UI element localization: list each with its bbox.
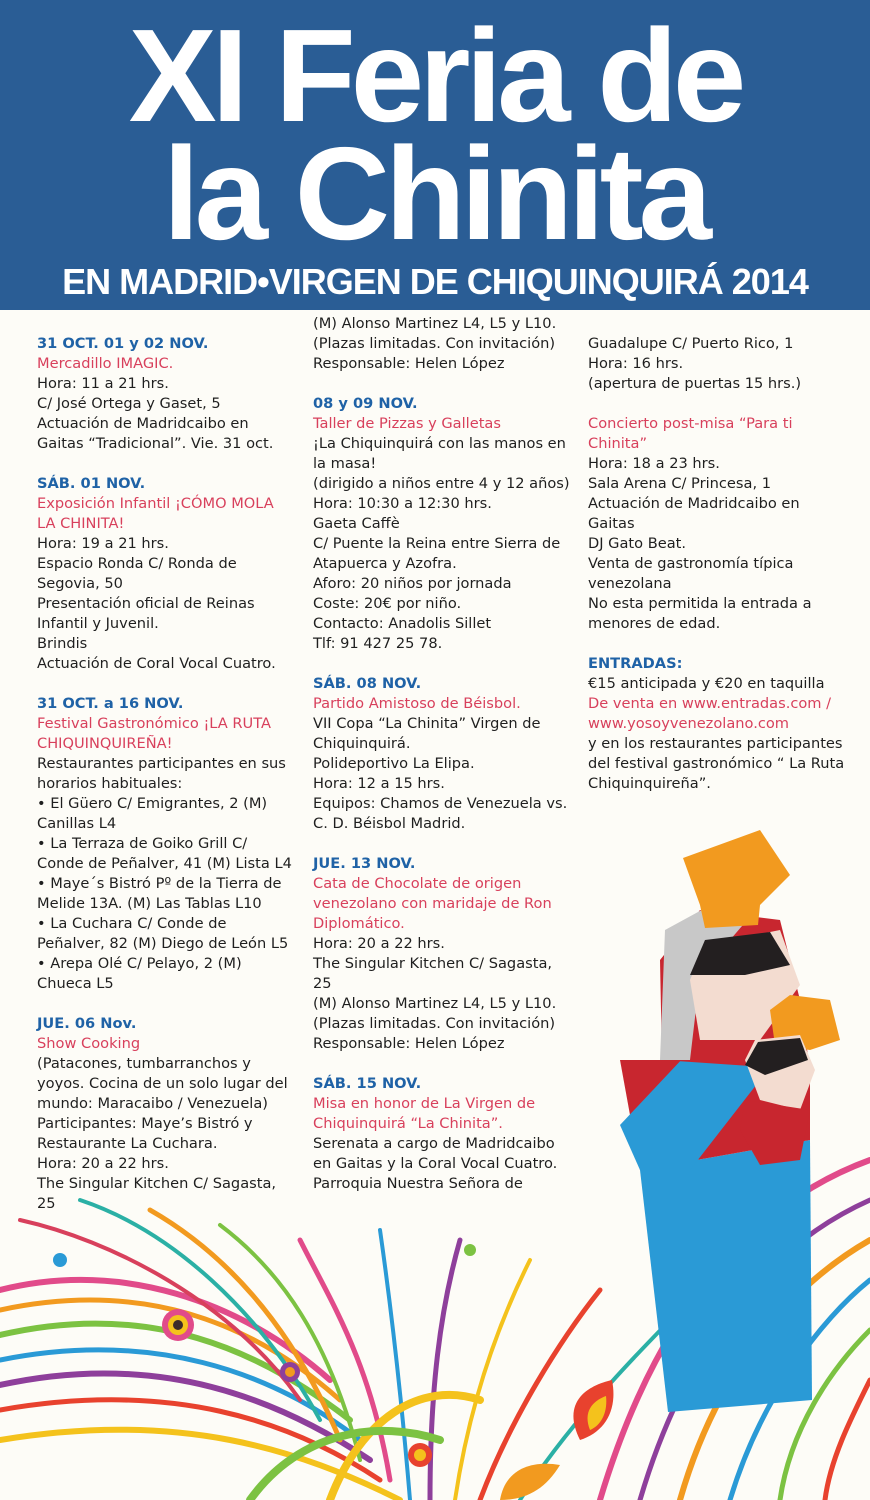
event-detail: menores de edad. <box>588 615 721 632</box>
event-detail: C/ Puente la Reina entre Sierra de <box>313 535 561 552</box>
event-detail: Peñalver, 82 (M) Diego de León L5 <box>37 935 289 952</box>
event-detail: Conde de Peñalver, 41 (M) Lista L4 <box>37 855 292 872</box>
event-detail: Hora: 11 a 21 hrs. <box>37 375 169 392</box>
event-detail: Equipos: Chamos de Venezuela vs. <box>313 795 568 812</box>
event-title: Festival Gastronómico ¡LA RUTA <box>37 715 271 732</box>
title-line-2: la Chinita <box>162 120 708 267</box>
event-detail: ¡La Chiquinquirá con las manos en <box>313 435 566 452</box>
event-detail: • Maye´s Bistró Pº de la Tierra de <box>37 875 282 892</box>
event-detail: Gaeta Caffè <box>313 515 400 532</box>
event-date: JUE. 06 Nov. <box>37 1015 137 1032</box>
event-detail: mundo: Maracaibo / Venezuela) <box>37 1095 268 1112</box>
event-section <box>37 334 299 454</box>
event-detail: Actuación de Coral Vocal Cuatro. <box>37 655 276 672</box>
event-date: SÁB. 08 NOV. <box>313 675 422 692</box>
event-detail: €15 anticipada y €20 en taquilla <box>588 675 825 692</box>
event-title: Show Cooking <box>37 1035 141 1052</box>
event-detail: Gaitas “Tradicional”. Vie. 31 oct. <box>37 435 274 452</box>
event-section <box>588 654 850 794</box>
event-detail: del festival gastronómico “ La Ruta <box>588 755 845 772</box>
event-section <box>313 1074 575 1194</box>
event-detail: Hora: 19 a 21 hrs. <box>37 535 169 552</box>
event-detail: The Singular Kitchen C/ Sagasta, 25 <box>313 955 553 992</box>
event-detail: Melide 13A. (M) Las Tablas L10 <box>37 895 262 912</box>
event-title: Exposición Infantil ¡CÓMO MOLA <box>37 495 274 512</box>
event-date: SÁB. 01 NOV. <box>37 475 146 492</box>
event-section <box>313 674 575 834</box>
event-title: CHIQUINQUIREÑA! <box>37 735 173 752</box>
event-detail: yoyos. Cocina de un solo lugar del <box>37 1075 288 1092</box>
event-detail: (apertura de puertas 15 hrs.) <box>588 375 802 392</box>
column-2 <box>313 314 575 1214</box>
event-detail: (Plazas limitadas. Con invitación) <box>313 1015 556 1032</box>
event-detail: • El Güero C/ Emigrantes, 2 (M) <box>37 795 268 812</box>
event-section <box>588 414 850 634</box>
event-detail: Participantes: Maye’s Bistró y <box>37 1115 253 1132</box>
event-detail: C/ José Ortega y Gaset, 5 <box>37 395 221 412</box>
event-detail: Hora: 18 a 23 hrs. <box>588 455 720 472</box>
event-section <box>588 334 850 394</box>
event-detail: Contacto: Anadolis Sillet <box>313 615 492 632</box>
header-banner <box>0 0 870 310</box>
event-detail: Chiquinquirá. <box>313 735 411 752</box>
event-detail: Venta de gastronomía típica <box>588 555 794 572</box>
event-detail: The Singular Kitchen C/ Sagasta, 25 <box>37 1175 277 1212</box>
event-detail: venezolana <box>588 575 672 592</box>
event-title: Misa en honor de La Virgen de <box>313 1095 536 1112</box>
event-detail: Chueca L5 <box>37 975 114 992</box>
event-date: 31 OCT. 01 y 02 NOV. <box>37 335 209 352</box>
event-section <box>37 474 299 674</box>
event-date: ENTRADAS: <box>588 655 683 672</box>
event-detail: Infantil y Juvenil. <box>37 615 159 632</box>
event-detail: • La Terraza de Goiko Grill C/ <box>37 835 248 852</box>
event-detail: Parroquia Nuestra Señora de <box>313 1175 523 1192</box>
event-detail: Sala Arena C/ Princesa, 1 <box>588 475 772 492</box>
event-detail: Canillas L4 <box>37 815 117 832</box>
event-title: Taller de Pizzas y Galletas <box>313 415 501 432</box>
event-detail: DJ Gato Beat. <box>588 535 687 552</box>
event-detail: Hora: 20 a 22 hrs. <box>37 1155 169 1172</box>
event-detail: (M) Alonso Martinez L4, L5 y L10. <box>313 995 557 1012</box>
event-detail: Hora: 12 a 15 hrs. <box>313 775 445 792</box>
event-section <box>37 694 299 994</box>
event-detail: la masa! <box>313 455 377 472</box>
event-detail: Actuación de Madridcaibo en <box>37 415 249 432</box>
event-section <box>313 394 575 654</box>
ticket-link: De venta en www.entradas.com / <box>588 695 832 712</box>
event-detail: Atapuerca y Azofra. <box>313 555 457 572</box>
event-detail: Guadalupe C/ Puerto Rico, 1 <box>588 335 794 352</box>
event-title: venezolano con maridaje de Ron <box>313 895 552 912</box>
event-detail: • La Cuchara C/ Conde de <box>37 915 227 932</box>
event-detail: Gaitas <box>588 515 635 532</box>
event-detail: Espacio Ronda C/ Ronda de <box>37 555 237 572</box>
column-1 <box>37 334 299 1234</box>
event-section <box>37 1014 299 1214</box>
event-detail: Restaurantes participantes en sus <box>37 755 286 772</box>
event-detail: No esta permitida la entrada a <box>588 595 812 612</box>
event-section <box>313 854 575 1054</box>
event-detail: (Patacones, tumbarranchos y <box>37 1055 251 1072</box>
event-date: 31 OCT. a 16 NOV. <box>37 695 184 712</box>
event-title: Chiquinquirá “La Chinita”. <box>313 1115 503 1132</box>
swirl-dots <box>53 1244 476 1467</box>
event-detail: horarios habituales: <box>37 775 183 792</box>
event-detail: C. D. Béisbol Madrid. <box>313 815 466 832</box>
event-detail: Polideportivo La Elipa. <box>313 755 475 772</box>
event-detail: Responsable: Helen López <box>313 355 505 372</box>
event-detail: (M) Alonso Martinez L4, L5 y L10. <box>313 315 557 332</box>
event-detail: Serenata a cargo de Madridcaibo <box>313 1135 555 1152</box>
ticket-link: www.yosoyvenezolano.com <box>588 715 789 732</box>
event-detail: en Gaitas y la Coral Vocal Cuatro. <box>313 1155 558 1172</box>
event-section <box>313 314 575 374</box>
event-detail: • Arepa Olé C/ Pelayo, 2 (M) <box>37 955 242 972</box>
event-title: Concierto post-misa “Para ti <box>588 415 793 432</box>
event-date: 08 y 09 NOV. <box>313 395 418 412</box>
event-detail: Segovia, 50 <box>37 575 123 592</box>
event-title: Partido Amistoso de Béisbol. <box>313 695 521 712</box>
chinita-figure-illustration <box>620 830 840 1412</box>
event-detail: Actuación de Madridcaibo en <box>588 495 800 512</box>
event-title: Chinita” <box>588 435 648 452</box>
event-date: SÁB. 15 NOV. <box>313 1075 422 1092</box>
column-3 <box>588 334 850 814</box>
event-detail: Brindis <box>37 635 88 652</box>
event-title: LA CHINITA! <box>37 515 125 532</box>
event-detail: Hora: 20 a 22 hrs. <box>313 935 445 952</box>
event-detail: Chiquinquireña”. <box>588 775 711 792</box>
event-detail: VII Copa “La Chinita” Virgen de <box>313 715 541 732</box>
event-detail: Responsable: Helen López <box>313 1035 505 1052</box>
event-title: Cata de Chocolate de origen <box>313 875 522 892</box>
event-detail: Hora: 10:30 a 12:30 hrs. <box>313 495 492 512</box>
event-detail: Aforo: 20 niños por jornada <box>313 575 512 592</box>
leaf-shapes <box>500 1380 613 1500</box>
subtitle: EN MADRID•VIRGEN DE CHIQUINQUIRÁ 2014 <box>62 261 808 302</box>
event-detail: Coste: 20€ por niño. <box>313 595 462 612</box>
event-date: JUE. 13 NOV. <box>313 855 416 872</box>
title-line-1: XI Feria de <box>128 2 742 149</box>
event-detail: (Plazas limitadas. Con invitación) <box>313 335 556 352</box>
event-detail: Tlf: 91 427 25 78. <box>313 635 443 652</box>
event-detail: Presentación oficial de Reinas <box>37 595 255 612</box>
event-detail: Restaurante La Cuchara. <box>37 1135 218 1152</box>
event-title: Diplomático. <box>313 915 405 932</box>
event-detail: y en los restaurantes participantes <box>588 735 843 752</box>
event-detail: Hora: 16 hrs. <box>588 355 684 372</box>
event-title: Mercadillo IMAGIC. <box>37 355 174 372</box>
event-detail: (dirigido a niños entre 4 y 12 años) <box>313 475 570 492</box>
